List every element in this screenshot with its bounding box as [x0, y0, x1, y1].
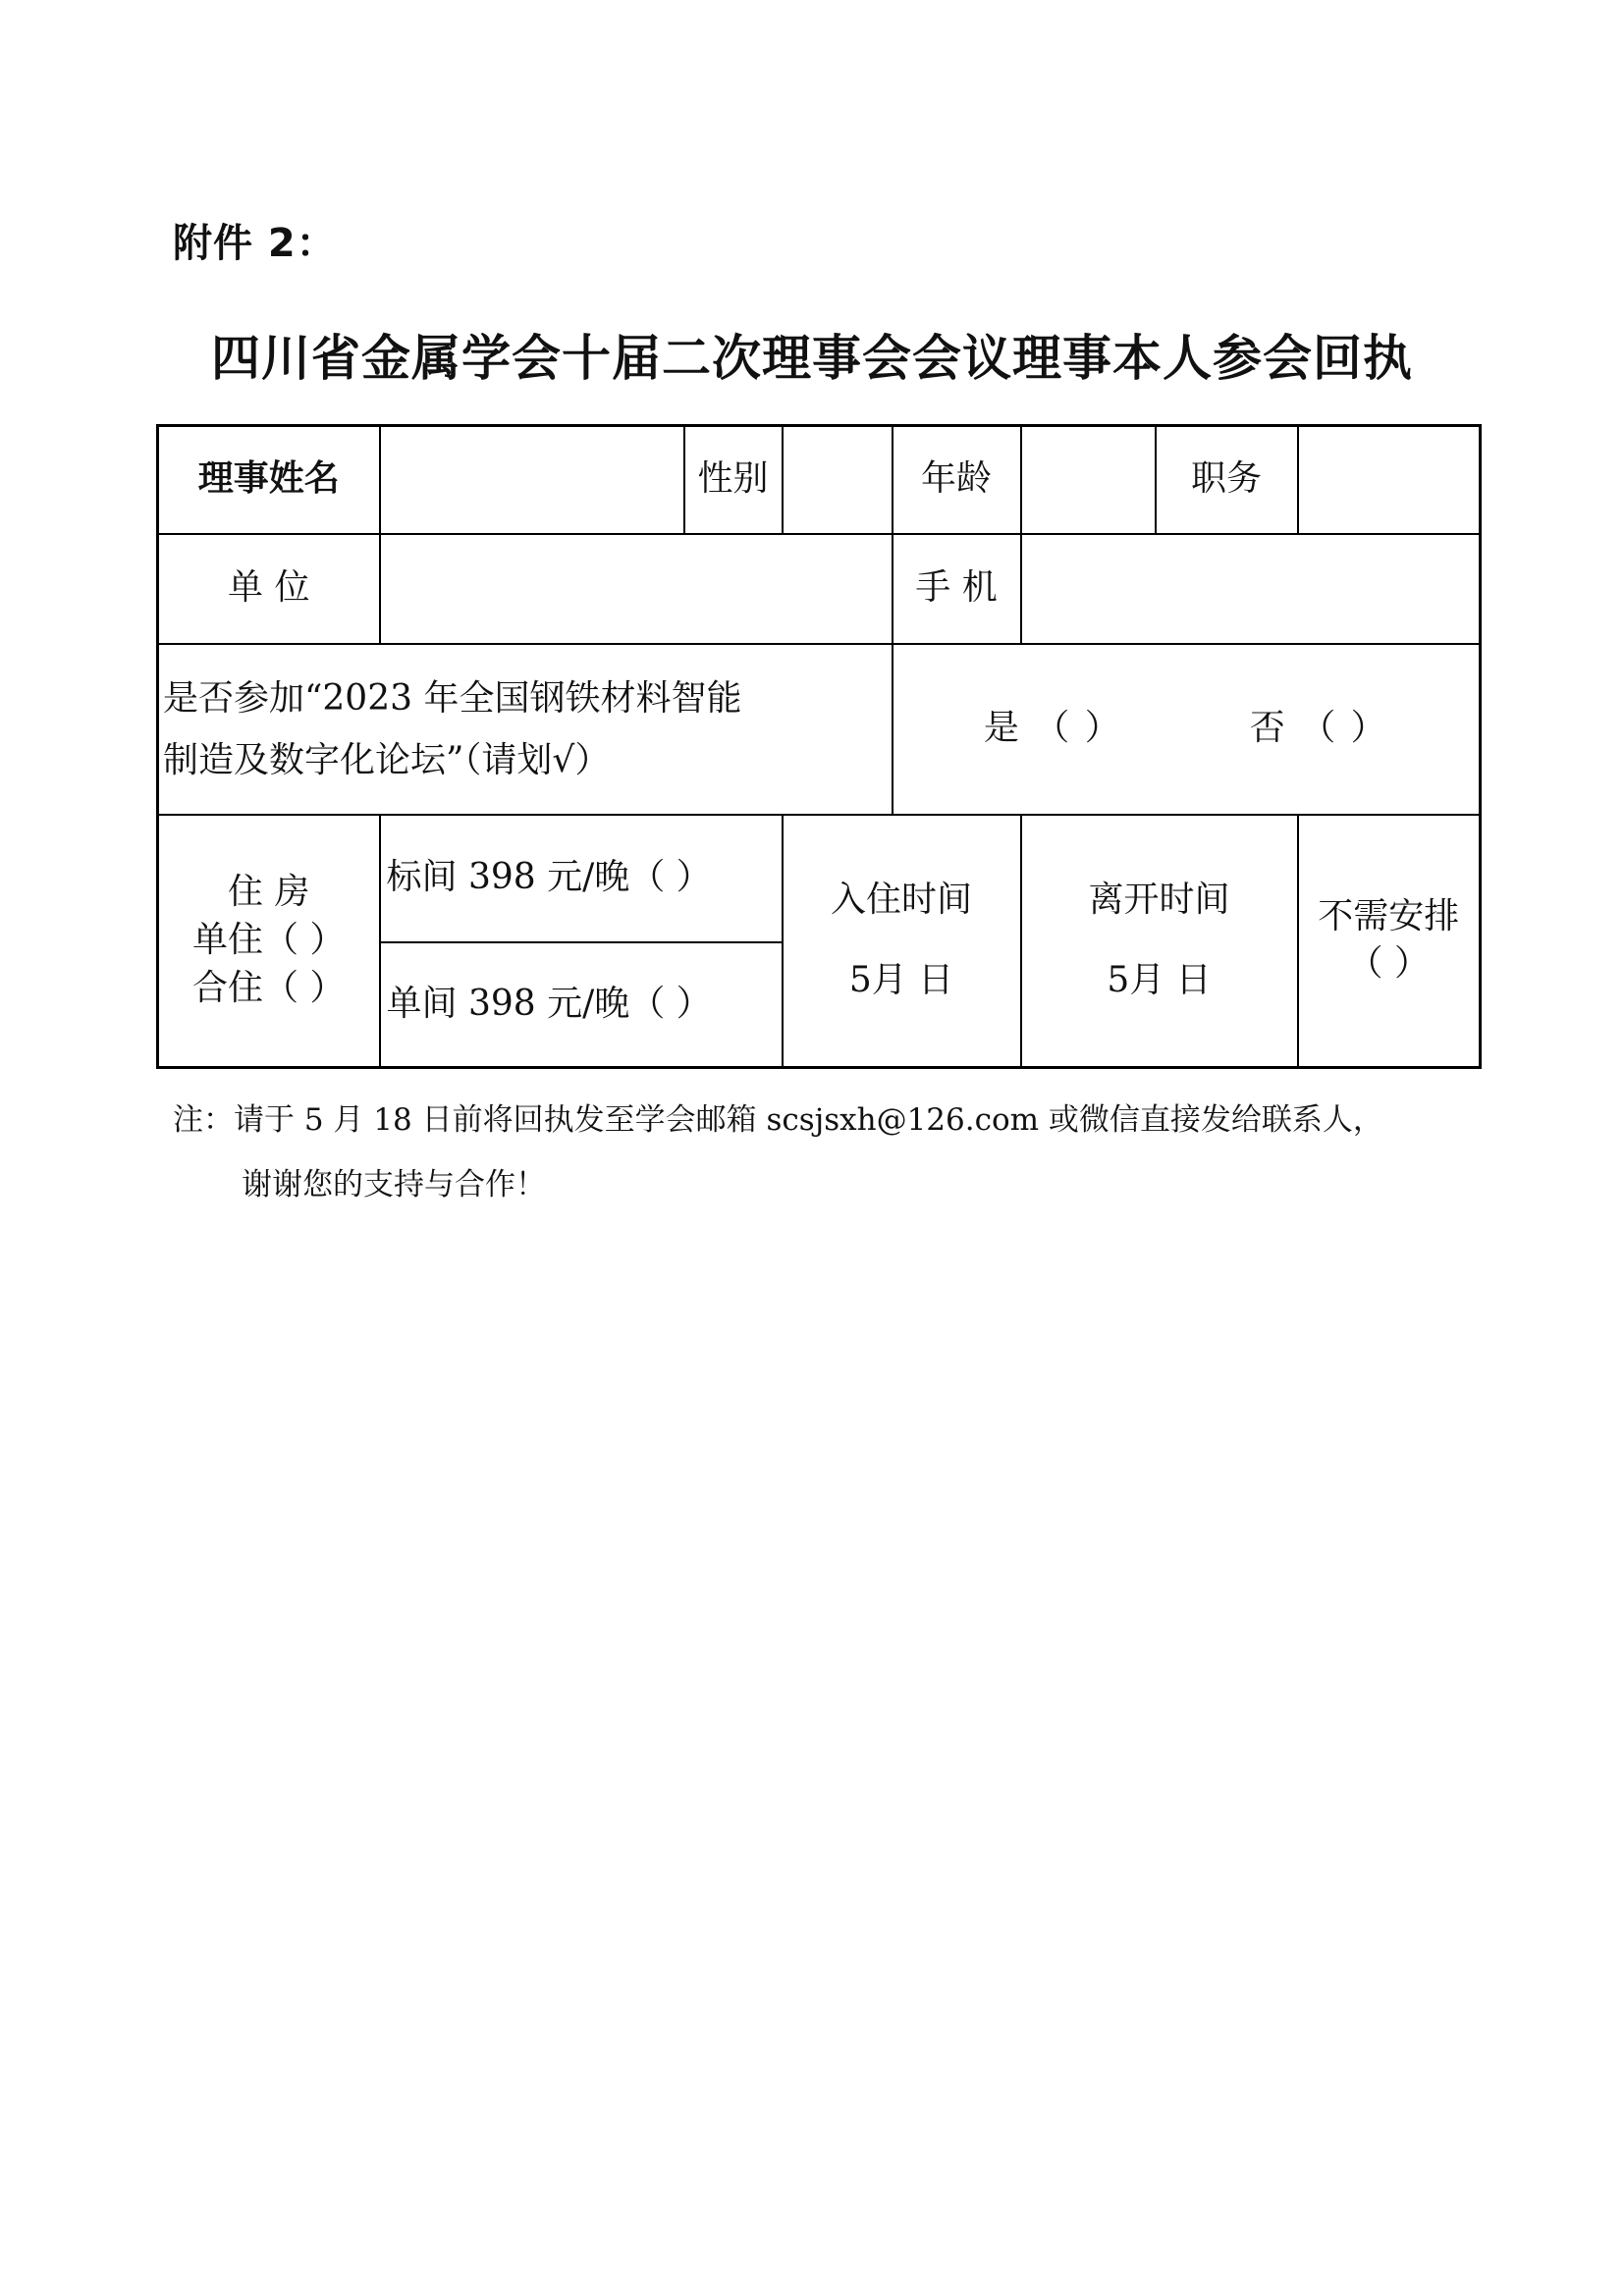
- name-field[interactable]: [380, 426, 684, 534]
- yes-option[interactable]: 是 （ ）: [983, 708, 1122, 749]
- age-field[interactable]: [1021, 426, 1156, 534]
- no-option[interactable]: 否 （ ）: [1249, 708, 1388, 749]
- single-option[interactable]: 单住（ ）: [192, 919, 346, 960]
- standard-room-option[interactable]: 标间 398 元/晚（ ）: [380, 815, 783, 942]
- forum-choice: [893, 644, 1481, 815]
- lodging-label: 住 房: [228, 872, 310, 913]
- registration-form-table: [156, 424, 1482, 1069]
- phone-field[interactable]: [1021, 534, 1481, 644]
- checkin-label: 入住时间: [830, 879, 972, 920]
- shared-option[interactable]: 合住（ ）: [192, 967, 346, 1008]
- single-room-option[interactable]: 单间 398 元/晚（ ）: [380, 942, 783, 1068]
- no-arrangement-label: 不需安排: [1318, 895, 1460, 936]
- lodging-type: [158, 815, 380, 1068]
- footnote-line1: 注：请于 5 月 18 日前将回执发至学会邮箱 scsjsxh@126.com 或微信直接发给联系人，: [173, 1102, 1383, 1138]
- phone-label: 手 机: [893, 534, 1021, 644]
- forum-question-line2: 制造及数字化论坛”（请划√）: [163, 739, 611, 780]
- checkin-date[interactable]: 5月 日: [848, 960, 954, 1001]
- gender-field[interactable]: [783, 426, 893, 534]
- document-title: 四川省金属学会十届二次理事会会议理事本人参会回执: [211, 330, 1413, 387]
- checkin-cell: [783, 815, 1021, 1068]
- no-arrangement-option[interactable]: （ ）: [1347, 943, 1430, 985]
- forum-question-line1: 是否参加“2023 年全国钢铁材料智能: [163, 677, 742, 719]
- footnote-line2: 谢谢您的支持与合作！: [242, 1167, 546, 1202]
- row-forum: [158, 644, 1481, 815]
- row-unit: [158, 534, 1481, 644]
- forum-question: [158, 644, 893, 815]
- row-lodging-1: [158, 815, 1481, 942]
- footnote: [173, 1088, 1383, 1217]
- attachment-label: 附件 2：: [173, 221, 337, 266]
- position-field[interactable]: [1298, 426, 1481, 534]
- position-label: 职务: [1156, 426, 1298, 534]
- row-name: [158, 426, 1481, 534]
- unit-field[interactable]: [380, 534, 893, 644]
- name-label: 理事姓名: [158, 426, 380, 534]
- gender-label: 性别: [684, 426, 783, 534]
- checkout-label: 离开时间: [1088, 879, 1230, 920]
- unit-label: 单 位: [158, 534, 380, 644]
- age-label: 年龄: [893, 426, 1021, 534]
- no-arrangement-cell: [1298, 815, 1481, 1068]
- checkout-cell: [1021, 815, 1298, 1068]
- checkout-date[interactable]: 5月 日: [1107, 960, 1212, 1001]
